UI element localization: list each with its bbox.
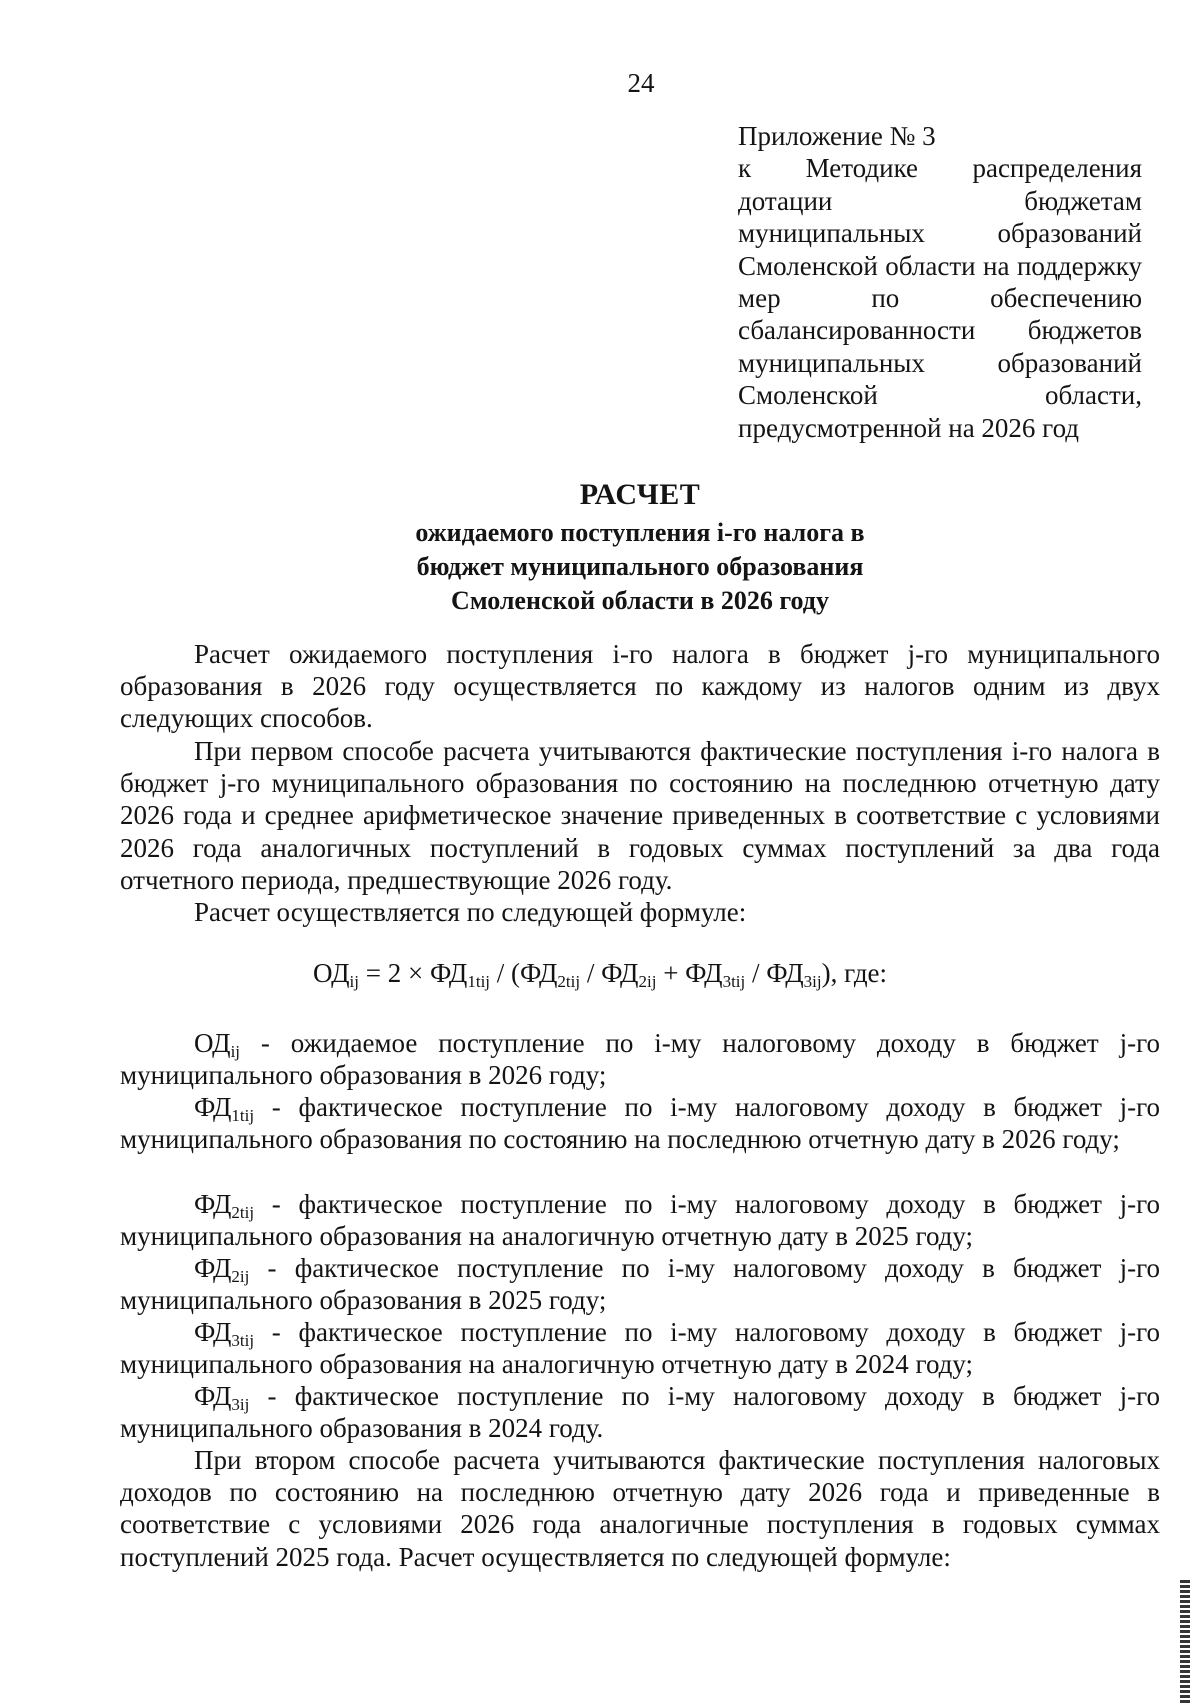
- formula-fd2t: ФД: [520, 958, 558, 988]
- definition-text: - фактическое поступление по i-му налоговому доходу в бюджет j-го муниципального образования по состоянию на последнюю отчетную дату в 2026 году;: [120, 1092, 1160, 1155]
- document-heading: РАСЧЕТ: [579, 478, 701, 511]
- formula-fd1-sub: 1tij: [467, 972, 491, 991]
- definition-subscript: 3tij: [231, 1331, 255, 1350]
- paragraph-formula-intro: Расчет осуществляется по следующей формуле:: [194, 897, 747, 927]
- paragraph-intro: Расчет ожидаемого поступления i-го налога в бюджет j-го муниципального образования в 2026 году осуществляется по каждому из налогов одним из двух следующих способов.: [120, 639, 1160, 734]
- formula-slash-2: /: [745, 958, 767, 988]
- definition-fd2t: [120, 1188, 1160, 1252]
- definition-text: - ожидаемое поступление по i-му налоговому доходу в бюджет j-го муниципального образования в 2026 году;: [120, 1028, 1160, 1091]
- definition-symbol: ФД: [194, 1317, 232, 1347]
- paragraph-method-1: При первом способе расчета учитываются фактические поступления i-го налога в бюджет j-го муниципального образования по состоянию на последнюю отчетную дату 2026 года и среднее арифметическое значение приведенных в соответствие с условиями 2026 года аналогичных поступлений в годовых суммах поступлений за два года отчетного периода, предшествующие 2026 году.: [120, 736, 1160, 895]
- definition-fd3: [120, 1380, 1160, 1444]
- subheading-line-2: бюджет муниципального образования: [416, 552, 864, 581]
- appendix-body: к Методике распределения дотации бюджетам муниципальных образований Смоленской области на поддержку мер по обеспечению сбалансированности бюджетов муниципальных образований Смоленской области, предусмотренной на 2026 год: [738, 153, 1142, 443]
- definition-subscript: ij: [230, 1042, 241, 1061]
- subheading-line-3: Смоленской области в 2026 году: [451, 586, 829, 615]
- document-subheading: [300, 516, 980, 618]
- formula-eq: = 2 ×: [358, 958, 430, 988]
- definition-subscript: 2tij: [231, 1203, 255, 1222]
- page-number: 24: [627, 68, 655, 98]
- definition-text: - фактическое поступление по i-му налоговому доходу в бюджет j-го муниципального образования на аналогичную отчетную дату в 2025 году;: [120, 1189, 1160, 1252]
- definition-subscript: 2ij: [231, 1267, 250, 1286]
- formula-fd3: ФД: [766, 958, 804, 988]
- definition-symbol: ФД: [194, 1381, 232, 1411]
- formula-method-1: [0, 958, 1200, 989]
- definition-symbol: ФД: [194, 1189, 232, 1219]
- paragraph-method-2: При втором способе расчета учитываются фактические поступления налоговых доходов по состоянию на последнюю отчетную дату 2026 года и приведенные в соответствие с условиями 2026 года аналогичные поступления в годовых суммах поступлений 2025 года. Расчет осуществляется по следующей формуле:: [120, 1445, 1160, 1572]
- formula-plus: +: [656, 958, 686, 988]
- formula-fd3t: ФД: [685, 958, 723, 988]
- formula-fd2t-sub: 2tij: [557, 972, 581, 991]
- formula-fd2-sub: 2ij: [638, 972, 657, 991]
- definition-subscript: 3ij: [231, 1395, 250, 1414]
- formula-div-open: / (: [490, 958, 521, 988]
- definition-symbol: ФД: [194, 1092, 232, 1122]
- definition-fd2: [120, 1252, 1160, 1316]
- subheading-line-1: ожидаемого поступления i-го налога в: [415, 518, 865, 547]
- formula-tail: ), где:: [821, 958, 888, 988]
- definition-symbol: ОД: [194, 1028, 231, 1058]
- formula-fd2: ФД: [601, 958, 639, 988]
- definition-symbol: ФД: [194, 1253, 232, 1283]
- definition-subscript: 1tij: [231, 1106, 255, 1125]
- formula-od: ОД: [312, 958, 350, 988]
- formula-fd3-sub: 3ij: [803, 972, 822, 991]
- definition-od: [120, 1027, 1160, 1091]
- definition-fd1t: [120, 1091, 1160, 1155]
- definition-text: - фактическое поступление по i-му налоговому доходу в бюджет j-го муниципального образования в 2025 году;: [120, 1253, 1160, 1316]
- appendix-title: Приложение № 3: [738, 121, 936, 151]
- formula-slash-1: /: [580, 958, 602, 988]
- scan-edge-artifact: [1180, 1580, 1190, 1704]
- definition-fd3t: [120, 1316, 1160, 1380]
- definition-text: - фактическое поступление по i-му налоговому доходу в бюджет j-го муниципального образования в 2024 году.: [120, 1381, 1160, 1444]
- formula-od-sub: ij: [349, 972, 359, 991]
- formula-fd3t-sub: 3tij: [722, 972, 746, 991]
- formula-fd1: ФД: [429, 958, 468, 988]
- appendix-block: [738, 120, 1142, 444]
- definition-text: - фактическое поступление по i-му налоговому доходу в бюджет j-го муниципального образования на аналогичную отчетную дату в 2024 году;: [120, 1317, 1160, 1380]
